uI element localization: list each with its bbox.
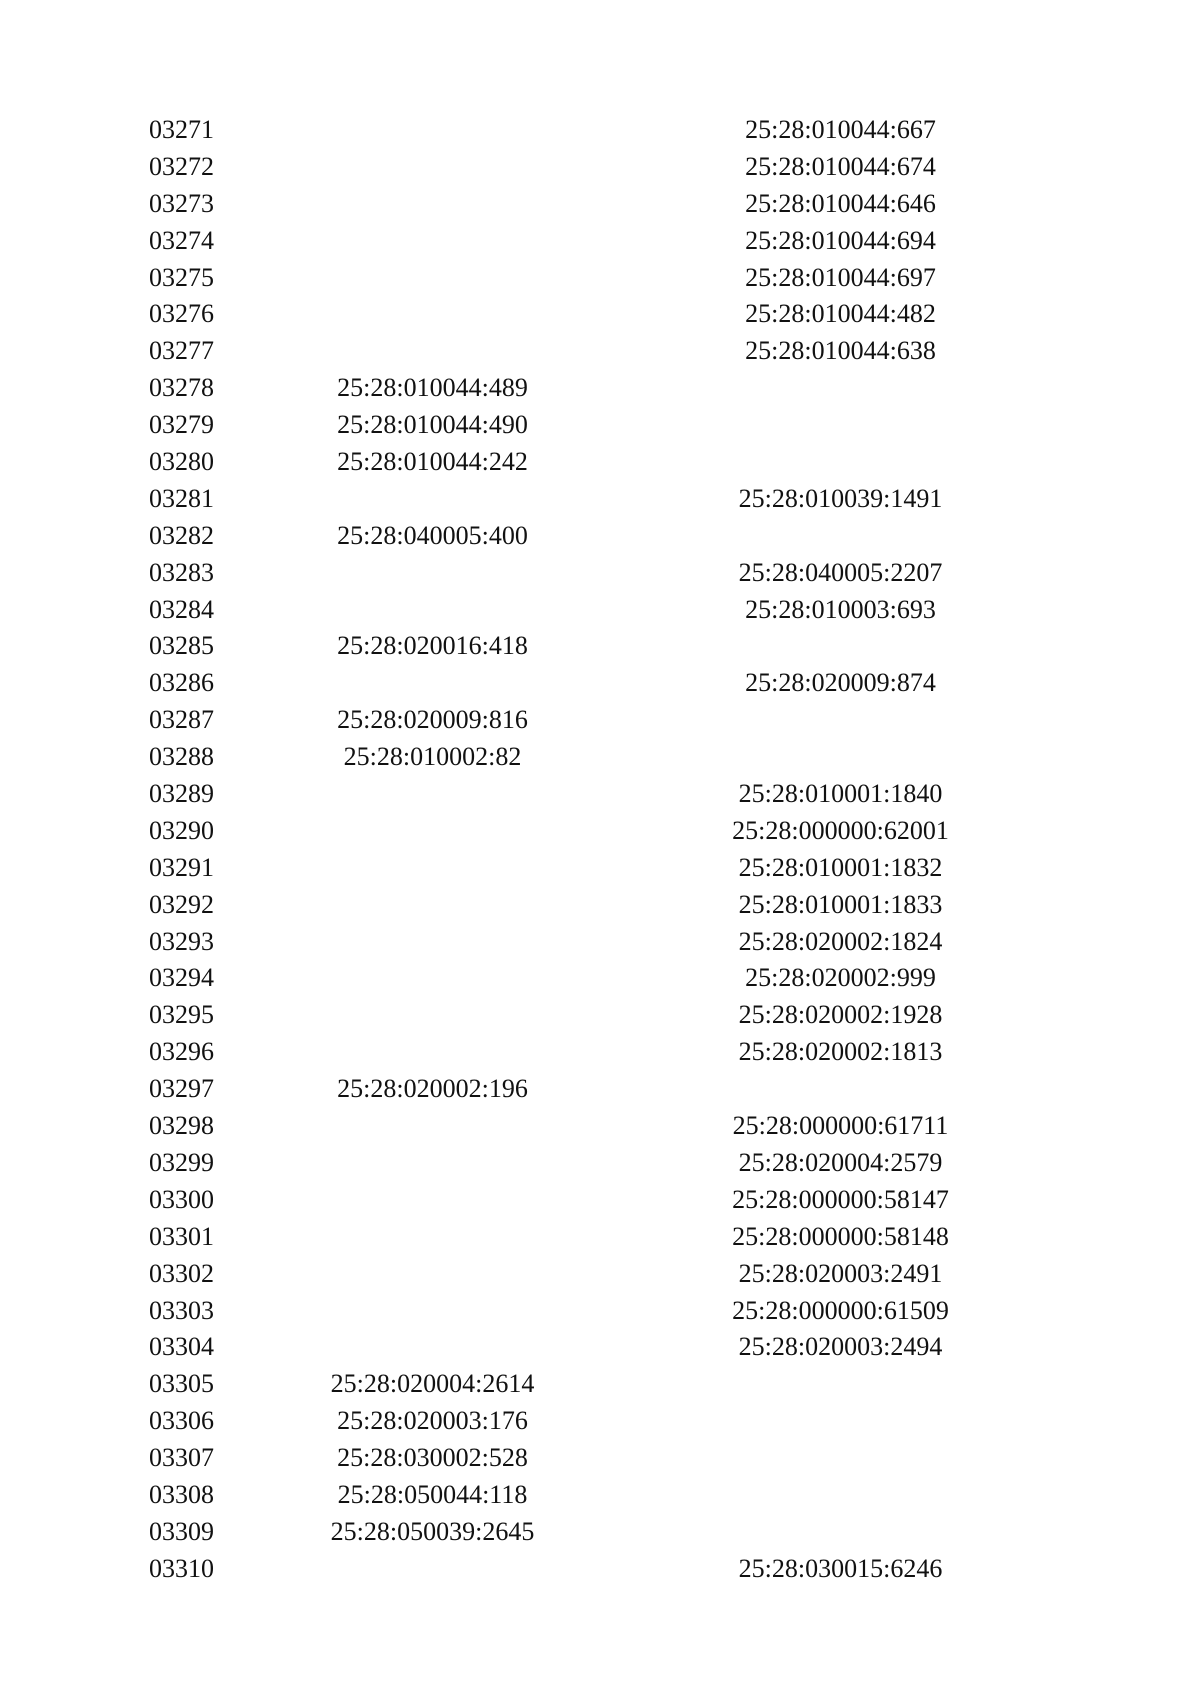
cadastral-number-col1: 25:28:050044:118	[337, 1479, 528, 1509]
table-row	[0, 370, 1200, 407]
table-row	[0, 739, 1200, 776]
row-number: 03282	[149, 520, 214, 550]
table-row	[0, 592, 1200, 629]
row-number: 03309	[149, 1516, 214, 1546]
cadastral-number-col2: 25:28:010003:693	[745, 594, 936, 624]
table-row	[0, 186, 1200, 223]
cadastral-number-col2: 25:28:000000:62001	[732, 815, 949, 845]
row-number: 03297	[149, 1074, 214, 1104]
cadastral-number-col1: 25:28:010044:242	[337, 447, 528, 477]
row-number: 03291	[149, 852, 214, 882]
row-number: 03290	[149, 815, 214, 845]
row-number: 03310	[149, 1553, 214, 1583]
table-row	[0, 702, 1200, 739]
table-row	[0, 149, 1200, 186]
table-row	[0, 112, 1200, 149]
table-row	[0, 223, 1200, 260]
table-row	[0, 1329, 1200, 1366]
cadastral-number-col2: 25:28:020002:1824	[738, 926, 943, 956]
cadastral-number-col1: 25:28:010044:490	[337, 410, 528, 440]
row-number: 03279	[149, 410, 214, 440]
table-row	[0, 518, 1200, 555]
table-row	[0, 1440, 1200, 1477]
cadastral-number-col2: 25:28:020003:2491	[738, 1258, 943, 1288]
table-row	[0, 924, 1200, 961]
cadastral-number-col1: 25:28:050039:2645	[330, 1516, 535, 1546]
row-number: 03289	[149, 779, 214, 809]
table-row	[0, 628, 1200, 665]
table-row	[0, 555, 1200, 592]
cadastral-number-col1: 25:28:020016:418	[337, 631, 528, 661]
table-row	[0, 1366, 1200, 1403]
table-row	[0, 776, 1200, 813]
table-row	[0, 887, 1200, 924]
cadastral-number-col2: 25:28:010001:1833	[738, 889, 943, 919]
cadastral-number-col1: 25:28:020004:2614	[330, 1369, 535, 1399]
table-row	[0, 1145, 1200, 1182]
table-row	[0, 1477, 1200, 1514]
table-row	[0, 1108, 1200, 1145]
row-number: 03298	[149, 1111, 214, 1141]
cadastral-number-col2: 25:28:020004:2579	[738, 1147, 943, 1177]
row-number: 03293	[149, 926, 214, 956]
cadastral-number-col2: 25:28:010044:697	[745, 262, 936, 292]
table-row	[0, 813, 1200, 850]
row-number: 03296	[149, 1037, 214, 1067]
row-number: 03300	[149, 1184, 214, 1214]
row-number: 03287	[149, 705, 214, 735]
cadastral-number-col2: 25:28:000000:58147	[732, 1184, 949, 1214]
cadastral-number-col2: 25:28:000000:61509	[732, 1295, 949, 1325]
table-row	[0, 1293, 1200, 1330]
table-row	[0, 1514, 1200, 1551]
cadastral-number-col1: 25:28:020003:176	[337, 1406, 528, 1436]
table-row	[0, 997, 1200, 1034]
row-number: 03308	[149, 1479, 214, 1509]
cadastral-number-col1: 25:28:030002:528	[337, 1443, 528, 1473]
row-number: 03302	[149, 1258, 214, 1288]
document-table	[0, 112, 1200, 1588]
row-number: 03280	[149, 447, 214, 477]
cadastral-number-col2: 25:28:020002:1928	[738, 1000, 943, 1030]
row-number: 03277	[149, 336, 214, 366]
row-number: 03304	[149, 1332, 214, 1362]
cadastral-number-col2: 25:28:030015:6246	[738, 1553, 943, 1583]
row-number: 03303	[149, 1295, 214, 1325]
cadastral-number-col1: 25:28:010002:82	[343, 742, 522, 772]
cadastral-number-col2: 25:28:010044:482	[745, 299, 936, 329]
table-row	[0, 850, 1200, 887]
cadastral-number-col2: 25:28:020009:874	[745, 668, 936, 698]
cadastral-number-col2: 25:28:020002:999	[745, 963, 936, 993]
row-number: 03299	[149, 1147, 214, 1177]
row-number: 03272	[149, 151, 214, 181]
table-row	[0, 1182, 1200, 1219]
row-number: 03273	[149, 188, 214, 218]
cadastral-number-col2: 25:28:000000:58148	[732, 1221, 949, 1251]
cadastral-number-col1: 25:28:010044:489	[337, 373, 528, 403]
table-row	[0, 665, 1200, 702]
row-number: 03286	[149, 668, 214, 698]
row-number: 03305	[149, 1369, 214, 1399]
row-number: 03275	[149, 262, 214, 292]
cadastral-number-col1: 25:28:020002:196	[337, 1074, 528, 1104]
cadastral-number-col2: 25:28:000000:61711	[732, 1111, 949, 1141]
cadastral-number-col2: 25:28:010044:694	[745, 225, 936, 255]
row-number: 03288	[149, 742, 214, 772]
row-number: 03292	[149, 889, 214, 919]
row-number: 03295	[149, 1000, 214, 1030]
cadastral-number-col2: 25:28:010044:646	[745, 188, 936, 218]
row-number: 03284	[149, 594, 214, 624]
cadastral-number-col2: 25:28:010001:1832	[738, 852, 943, 882]
cadastral-number-col2: 25:28:010001:1840	[738, 779, 943, 809]
row-number: 03274	[149, 225, 214, 255]
table-row	[0, 260, 1200, 297]
cadastral-number-col2: 25:28:040005:2207	[738, 557, 943, 587]
cadastral-number-col2: 25:28:020003:2494	[738, 1332, 943, 1362]
table-row	[0, 296, 1200, 333]
cadastral-number-col2: 25:28:010044:638	[745, 336, 936, 366]
table-row	[0, 1071, 1200, 1108]
table-row	[0, 1219, 1200, 1256]
table-row	[0, 1256, 1200, 1293]
row-number: 03306	[149, 1406, 214, 1436]
table-row	[0, 407, 1200, 444]
row-number: 03294	[149, 963, 214, 993]
row-number: 03271	[149, 115, 214, 144]
table-row	[0, 481, 1200, 518]
row-number: 03281	[149, 483, 214, 513]
cadastral-number-col2: 25:28:010039:1491	[738, 483, 943, 513]
cadastral-number-col1: 25:28:020009:816	[337, 705, 528, 735]
cadastral-number-col2: 25:28:020002:1813	[738, 1037, 943, 1067]
table-row	[0, 1403, 1200, 1440]
row-number: 03278	[149, 373, 214, 403]
row-number: 03276	[149, 299, 214, 329]
cadastral-number-col2: 25:28:010044:674	[745, 151, 936, 181]
row-number: 03307	[149, 1443, 214, 1473]
table-row	[0, 333, 1200, 370]
table-row	[0, 960, 1200, 997]
table-row	[0, 1551, 1200, 1588]
row-number: 03285	[149, 631, 214, 661]
cadastral-number-col2: 25:28:010044:667	[745, 115, 936, 144]
cadastral-number-col1: 25:28:040005:400	[337, 520, 528, 550]
row-number: 03283	[149, 557, 214, 587]
table-row	[0, 1034, 1200, 1071]
row-number: 03301	[149, 1221, 214, 1251]
table-row	[0, 444, 1200, 481]
